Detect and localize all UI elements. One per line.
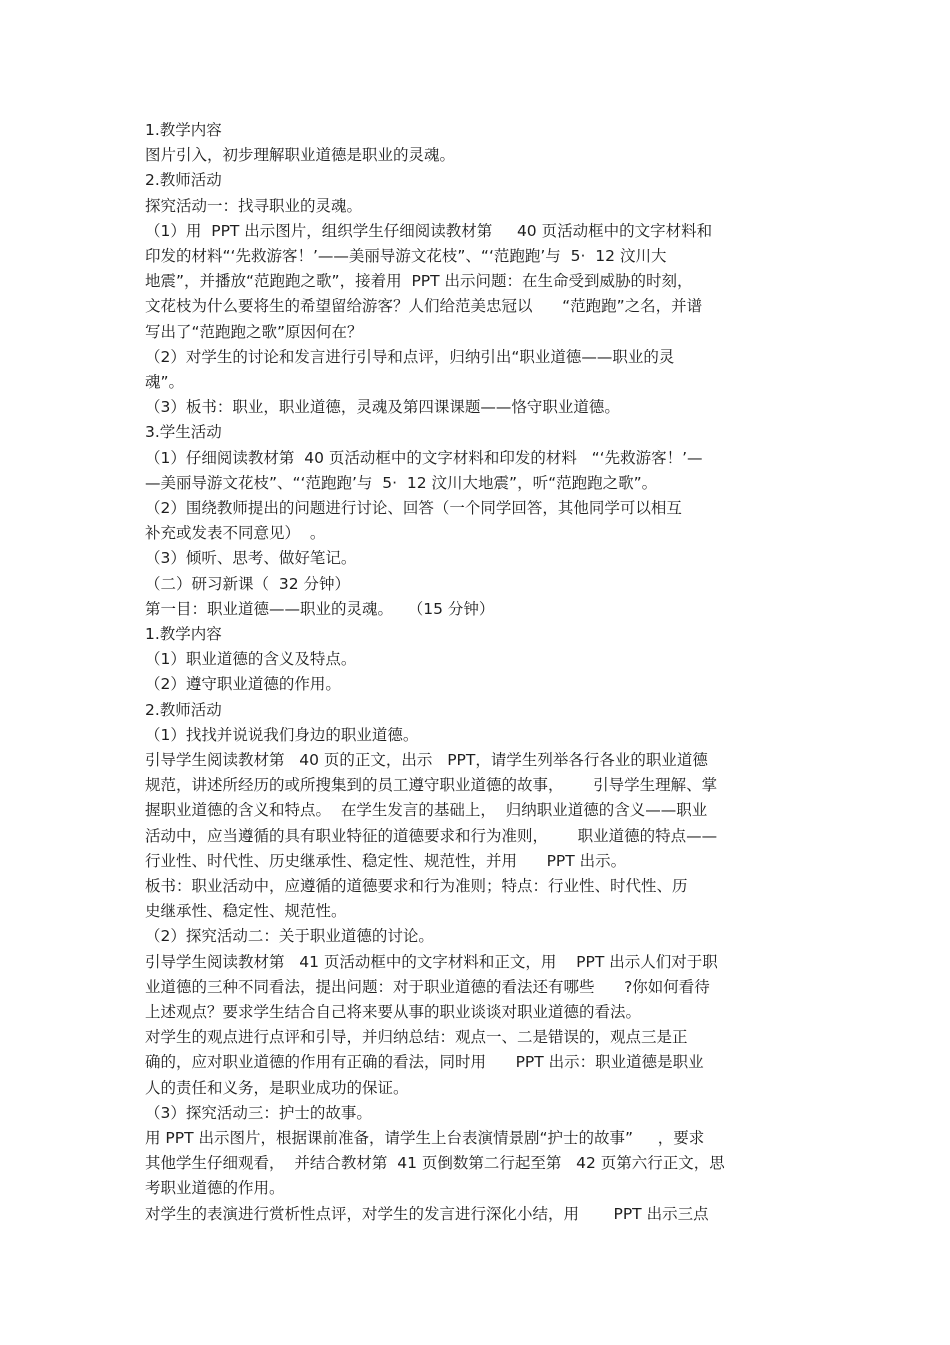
text-line: （2）围绕教师提出的问题进行讨论、回答（一个同学回答，其他同学可以相互 [145, 499, 682, 517]
text-line: 规范，讲述所经历的或所搜集到的员工遵守职业道德的故事， 引导学生理解、掌 [145, 776, 718, 795]
text-line: 印发的材料“‘先救游客！’——美丽导游文花枝”、“‘范跑跑’与 5· 12 汶川大 [145, 247, 667, 265]
text-line: 文花枝为什么要将生的希望留给游客？人们给范美忠冠以 “范跑跑”之名，并谱 [145, 297, 703, 316]
text-line: 确的，应对职业道德的作用有正确的看法，同时用 PPT 出示：职业道德是职业 [145, 1053, 704, 1072]
text-line: 业道德的三种不同看法，提出问题：对于职业道德的看法还有哪些 ?你如何看待 [145, 977, 710, 996]
text-line: 3.学生活动 [145, 423, 222, 442]
text-line: （3）板书：职业，职业道德，灵魂及第四课课题——恪守职业道德。 [145, 398, 620, 417]
text-line: （1）用 PPT 出示图片，组织学生仔细阅读教材第 40 页活动框中的文字材料和 [145, 221, 713, 240]
text-line: 史继承性、稳定性、规范性。 [145, 902, 347, 921]
text-line: 2.教师活动 [145, 171, 222, 190]
text-line: （1）职业道德的含义及特点。 [145, 650, 357, 669]
text-line: 其他学生仔细观看， 并结合教材第 41 页倒数第二行起至第 42 页第六行正文，思 [145, 1154, 725, 1173]
text-line: 握职业道德的含义和特点。 在学生发言的基础上， 归纳职业道德的含义——职业 [145, 801, 708, 820]
text-line: （2）遵守职业道德的作用。 [145, 675, 341, 694]
text-line: 对学生的表演进行赏析性点评，对学生的发言进行深化小结，用 PPT 出示三点 [145, 1204, 709, 1223]
text-line: 引导学生阅读教材第 40 页的正文，出示 PPT，请学生列举各行各业的职业道德 [145, 751, 708, 769]
text-line: 补充或发表不同意见） 。 [145, 524, 326, 543]
text-line: 引导学生阅读教材第 41 页活动框中的文字材料和正文，用 PPT 出示人们对于职 [145, 952, 718, 971]
text-line: （2）探究活动二：关于职业道德的讨论。 [145, 927, 434, 946]
text-line: 第一目：职业道德——职业的灵魂。 （15 分钟） [145, 599, 495, 618]
text-line: （1）找找并说说我们身边的职业道德。 [145, 725, 419, 744]
text-line: （2）对学生的讨论和发言进行引导和点评，归纳引出“职业道德——职业的灵 [145, 347, 675, 366]
text-line: 上述观点？要求学生结合自己将来要从事的职业谈谈对职业道德的看法。 [145, 1003, 642, 1021]
text-line: 魂”。 [145, 373, 185, 391]
text-line: 活动中，应当遵循的具有职业特征的道德要求和行为准则， 职业道德的特点—— [145, 826, 718, 845]
text-line: 板书：职业活动中，应遵循的道德要求和行为准则；特点：行业性、时代性、历 [145, 877, 688, 895]
text-line: （3）倾听、思考、做好笔记。 [145, 549, 357, 568]
text-line: 探究活动一：找寻职业的灵魂。 [145, 196, 363, 215]
text-line: —美丽导游文花枝”、“‘范跑跑’与 5· 12 汶川大地震”，听“范跑跑之歌”。 [145, 473, 658, 492]
text-line: 用 PPT 出示图片，根据课前准备，请学生上台表演情景剧“护士的故事” ，要求 [145, 1129, 705, 1147]
text-line: 地震”，并播放“范跑跑之歌”，接着用 PPT 出示问题：在生命受到威胁的时刻， [145, 272, 693, 291]
text-line: 对学生的观点进行点评和引导，并归纳总结：观点一、二是错误的，观点三是正 [145, 1028, 688, 1047]
text-line: 2.教师活动 [145, 700, 222, 719]
text-line: （二）研习新课（ 32 分钟） [145, 574, 351, 593]
text-line: 1.教学内容 [145, 625, 222, 643]
text-line: 1.教学内容 [145, 121, 222, 139]
text-line: 人的责任和义务，是职业成功的保证。 [145, 1078, 409, 1097]
text-line: （3）探究活动三：护士的故事。 [145, 1103, 372, 1122]
text-line: 图片引入，初步理解职业道德是职业的灵魂。 [145, 146, 456, 165]
text-line: 考职业道德的作用。 [145, 1179, 285, 1198]
text-line: 行业性、时代性、历史继承性、稳定性、规范性，并用 PPT 出示。 [145, 851, 627, 870]
text-line: 写出了“范跑跑之歌”原因何在？ [145, 322, 363, 341]
text-line: （1）仔细阅读教材第 40 页活动框中的文字材料和印发的材料 “‘先救游客！’— [145, 448, 703, 467]
